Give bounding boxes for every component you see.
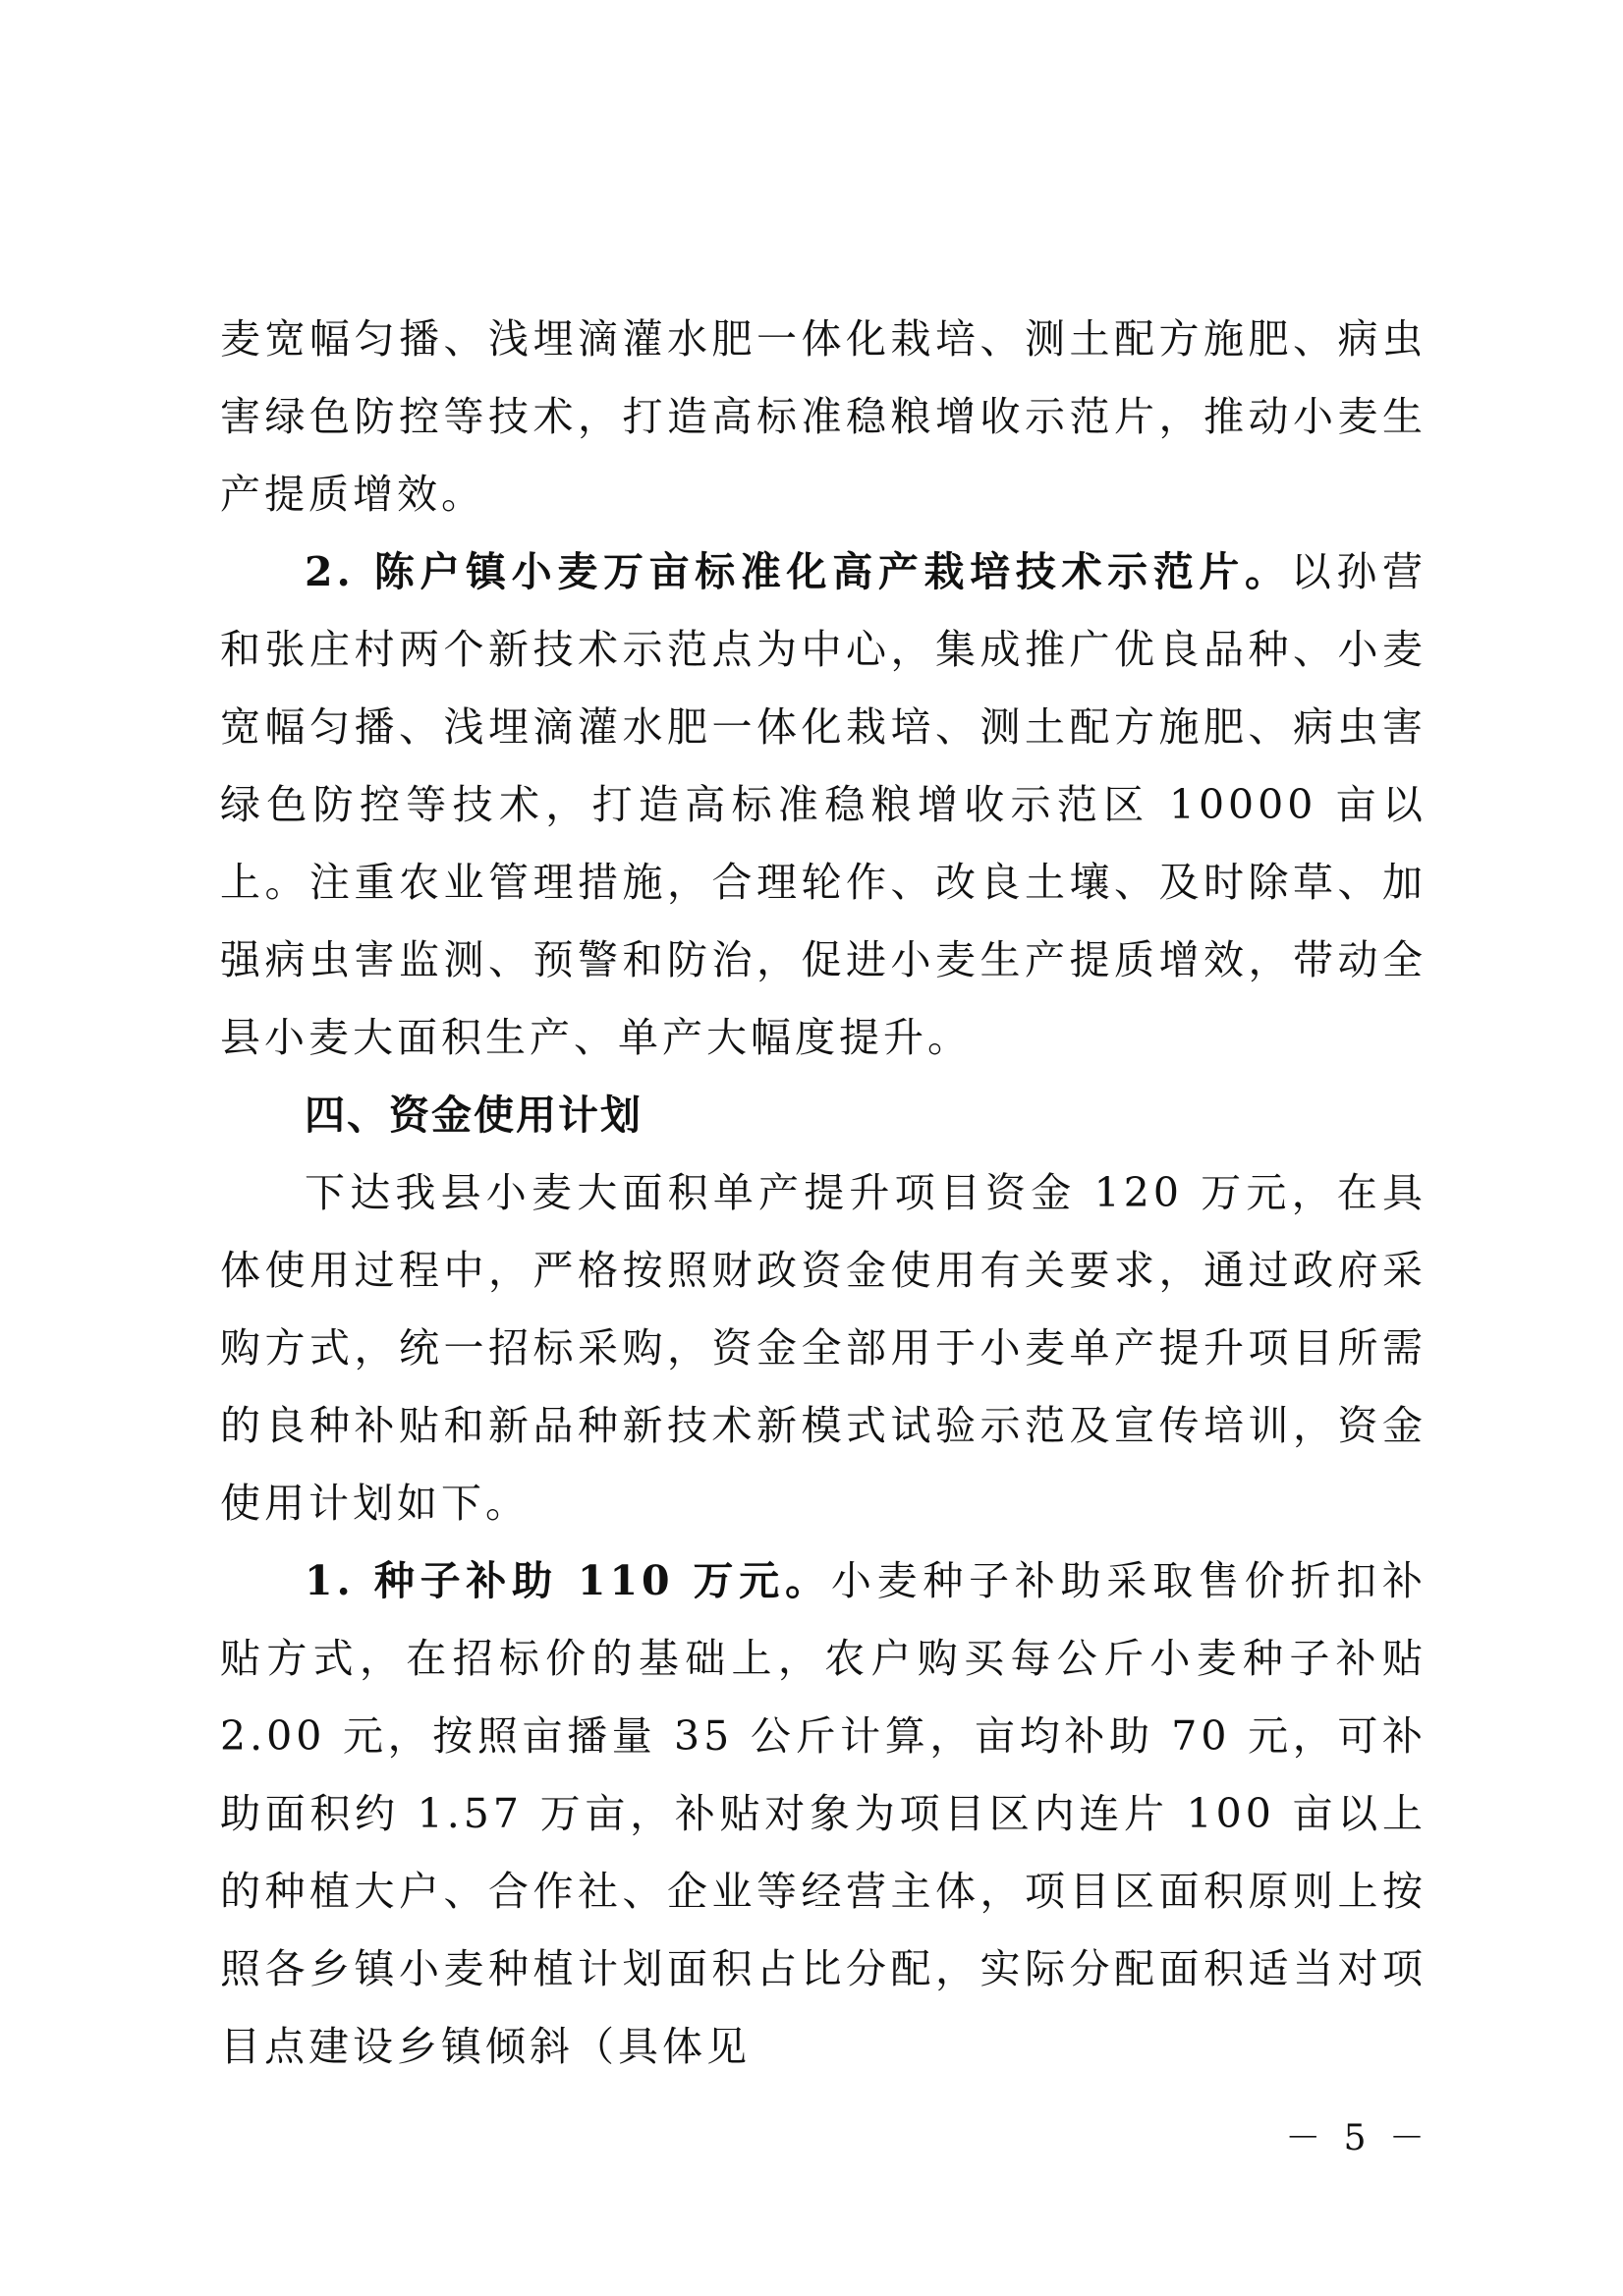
paragraph-seed-subsidy-body: 小麦种子补助采取售价折扣补贴方式，在招标价的基础上，农户购买每公斤小麦种子补贴 2.00 元，按照亩播量 35 公斤计算，亩均补助 70 元，可补助面积约 1.57 万亩，补贴对象为项目区内连片 100 亩以上的种植大户、合作社、企业等经营主体，项目区面积原则上按照各乡镇小麦种植计划面积占比分配，实际分配面积适当对项目点建设乡镇倾斜（具体见 (220, 1557, 1427, 2070)
paragraph-seed-subsidy-title: 1. 种子补助 110 万元。 (305, 1557, 831, 1604)
document-body (220, 301, 1427, 2086)
paragraph-chenhu-demo-zone (220, 533, 1427, 1077)
paragraph-chenhu-demo-zone-title: 2. 陈户镇小麦万亩标准化高产栽培技术示范片。 (305, 548, 1291, 595)
paragraph-fund-overview: 下达我县小麦大面积单产提升项目资金 120 万元，在具体使用过程中，严格按照财政资金使用有关要求，通过政府采购方式，统一招标采购，资金全部用于小麦单产提升项目所需的良种补贴和新品种新技术新模式试验示范及宣传培训，资金使用计划如下。 (220, 1169, 1427, 1527)
paragraph-wheat-techniques-continued: 麦宽幅匀播、浅埋滴灌水肥一体化栽培、测土配方施肥、病虫害绿色防控等技术，打造高标准稳粮增收示范片，推动小麦生产提质增效。 (220, 315, 1427, 518)
paragraph-chenhu-demo-zone-body: 以孙营和张庄村两个新技术示范点为中心，集成推广优良品种、小麦宽幅匀播、浅埋滴灌水肥一体化栽培、测土配方施肥、病虫害绿色防控等技术，打造高标准稳粮增收示范区 10000 亩以上。注重农业管理措施，合理轮作、改良土壤、及时除草、加强病虫害监测、预警和防治，促进小麦生产提质增效，带动全县小麦大面积生产、单产大幅度提升。 (220, 548, 1427, 1061)
section-heading-fund-plan: 四、资金使用计划 (305, 1092, 643, 1139)
paragraph-seed-subsidy (220, 1542, 1427, 2086)
page-number: － 5 － (1285, 2118, 1430, 2158)
